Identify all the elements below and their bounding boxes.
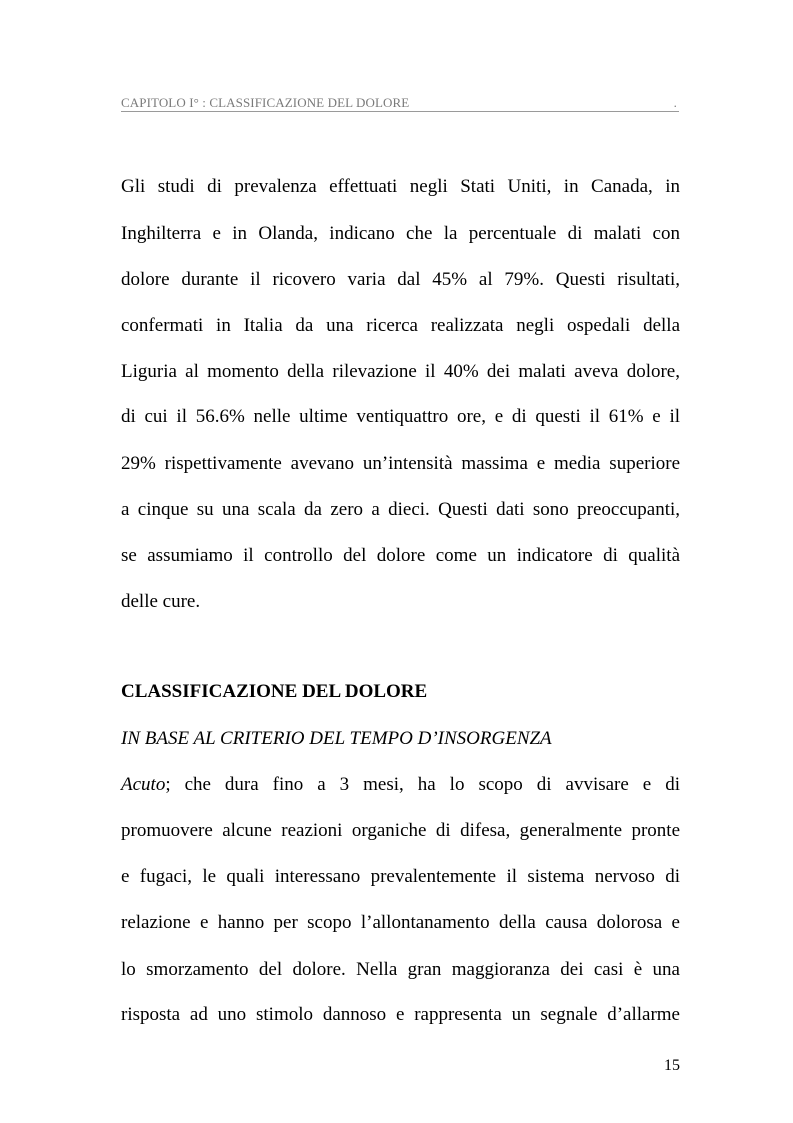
paragraph-line: Liguria al momento della rilevazione il 40% dei malati aveva dolore, [121, 361, 680, 382]
paragraph-line: confermati in Italia da una ricerca realizzata negli ospedali della [121, 315, 680, 336]
term-acuto: Acuto [121, 774, 166, 795]
section-heading: CLASSIFICAZIONE DEL DOLORE [121, 681, 428, 702]
running-header-title: CAPITOLO I° : CLASSIFICAZIONE DEL DOLORE [121, 95, 410, 110]
paragraph-line: 29% rispettivamente avevano un’intensità massima e media superiore [121, 453, 680, 474]
paragraph-line: promuovere alcune reazioni organiche di difesa, generalmente pronte [121, 820, 680, 841]
paragraph-line: delle cure. [121, 591, 201, 612]
paragraph-line-rest: ; che dura fino a 3 mesi, ha lo scopo di avvisare e di [165, 774, 680, 795]
running-header-mark: . [673, 95, 677, 110]
paragraph-line: relazione e hanno per scopo l’allontanamento della causa dolorosa e [121, 912, 680, 933]
section-subheading: IN BASE AL CRITERIO DEL TEMPO D’INSORGENZA [121, 728, 552, 749]
running-header [121, 95, 679, 112]
paragraph-line: di cui il 56.6% nelle ultime ventiquattro ore, e di questi il 61% e il [121, 406, 680, 427]
page-number: 15 [664, 1057, 680, 1074]
paragraph-line: Gli studi di prevalenza effettuati negli Stati Uniti, in Canada, in [121, 176, 680, 197]
paragraph-line: Inghilterra e in Olanda, indicano che la percentuale di malati con [121, 223, 680, 244]
paragraph-line: e fugaci, le quali interessano prevalentemente il sistema nervoso di [121, 866, 680, 887]
paragraph-line-first [121, 773, 680, 797]
paragraph-line: risposta ad uno stimolo dannoso e rappresenta un segnale d’allarme [121, 1004, 680, 1025]
paragraph-line: lo smorzamento del dolore. Nella gran maggioranza dei casi è una [121, 959, 680, 980]
paragraph-line: a cinque su una scala da zero a dieci. Questi dati sono preoccupanti, [121, 499, 680, 520]
paragraph-line: se assumiamo il controllo del dolore come un indicatore di qualità [121, 545, 680, 566]
paragraph-line: dolore durante il ricovero varia dal 45% al 79%. Questi risultati, [121, 269, 680, 290]
